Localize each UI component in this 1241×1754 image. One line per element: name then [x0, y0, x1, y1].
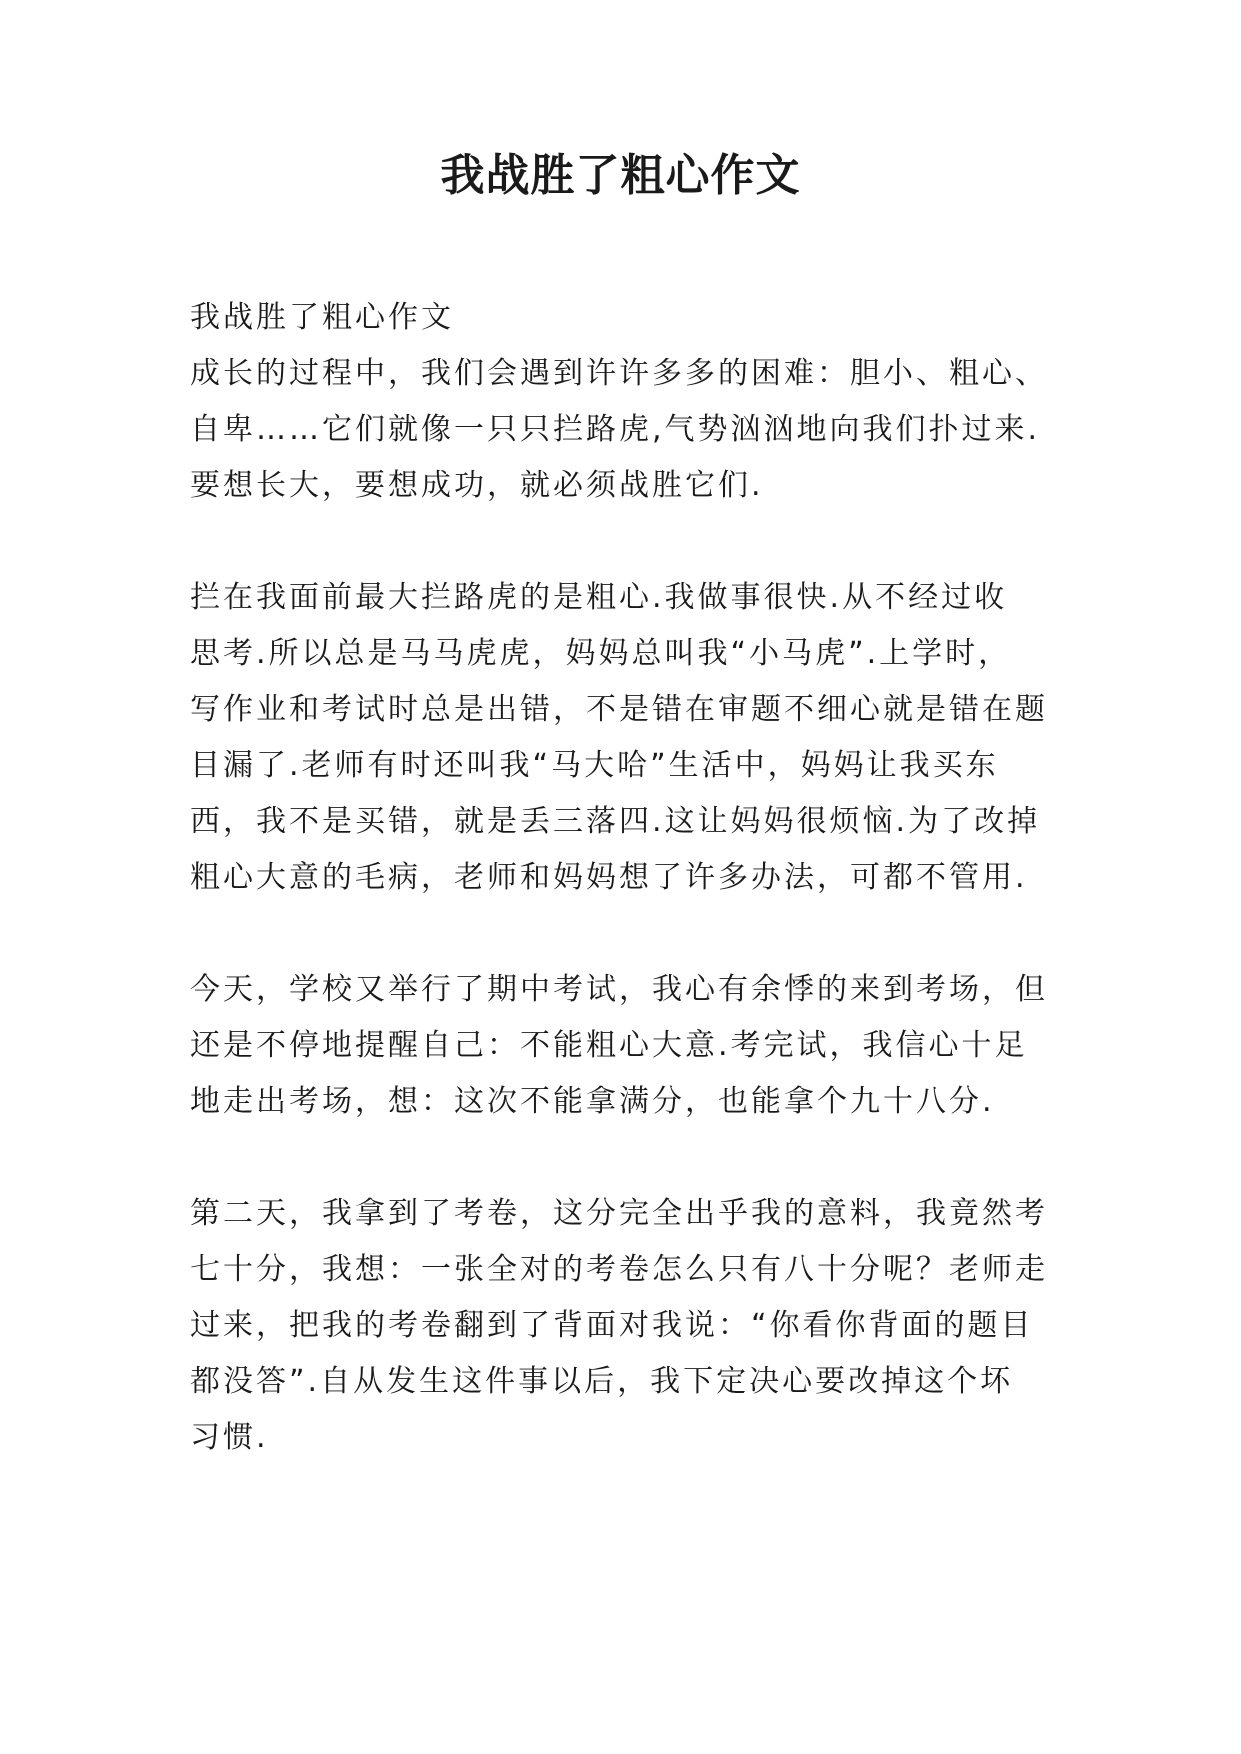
text-line: 拦在我面前最大拦路虎的是粗心.我做事很快.从不经过收 — [190, 580, 1008, 615]
paragraph-gap — [190, 906, 1070, 962]
text-line: 粗心大意的毛病，老师和妈妈想了许多办法，可都不管用. — [190, 860, 1028, 895]
paragraph-1 — [190, 346, 1070, 514]
text-line: 思考.所以总是马马虎虎，妈妈总叫我“小马虎”.上学时， — [190, 636, 1012, 671]
paragraph-gap — [190, 1130, 1070, 1186]
text-line: 第二天，我拿到了考卷，这分完全出乎我的意料，我竟然考 — [190, 1196, 1048, 1231]
text-line: 写作业和考试时总是出错，不是错在审题不细心就是错在题 — [190, 692, 1048, 727]
paragraph-4 — [190, 1186, 1070, 1466]
text-line: 要想长大，要想成功，就必须战胜它们. — [190, 468, 764, 503]
text-line: 成长的过程中，我们会遇到许许多多的困难：胆小、粗心、 — [190, 356, 1048, 391]
text-line: 自卑……它们就像一只只拦路虎,气势汹汹地向我们扑过来. — [190, 412, 1041, 447]
text-line: 过来，把我的考卷翻到了背面对我说：“你看你背面的题目 — [190, 1308, 1034, 1343]
text-line: 都没答”.自从发生这件事以后，我下定决心要改掉这个坏 — [190, 1364, 1014, 1399]
text-line: 习惯. — [190, 1420, 269, 1455]
text-line: 目漏了.老师有时还叫我“马大哈”生活中，妈妈让我买东 — [190, 748, 999, 783]
document-title: 我战胜了粗心作文 — [440, 150, 801, 201]
text-line: 七十分，我想：一张全对的考卷怎么只有八十分呢？老师走 — [190, 1252, 1048, 1287]
document-body — [190, 290, 1070, 1466]
text-line: 西，我不是买错，就是丢三落四.这让妈妈很烦恼.为了改掉 — [190, 804, 1041, 839]
paragraph-3 — [190, 962, 1070, 1130]
paragraph-2 — [190, 570, 1070, 906]
text-line: 今天，学校又举行了期中考试，我心有余悸的来到考场，但 — [190, 972, 1048, 1007]
text-line: 还是不停地提醒自己：不能粗心大意.考完试，我信心十足 — [190, 1028, 1028, 1063]
text-line: 地走出考场，想：这次不能拿满分，也能拿个九十八分. — [190, 1084, 995, 1119]
body-subtitle: 我战胜了粗心作文 — [190, 300, 454, 335]
paragraph-gap — [190, 514, 1070, 570]
